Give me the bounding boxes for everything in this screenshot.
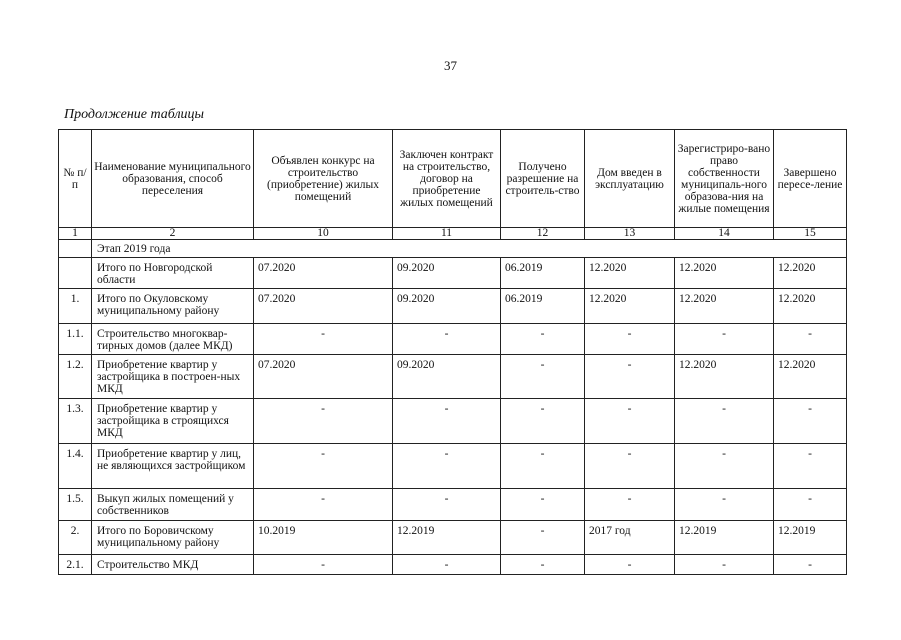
header-cell: Наименование муниципального образования, способ переселения <box>92 130 254 228</box>
header-cell: Получено разрешение на строитель-ство <box>501 130 585 228</box>
permit-date: - <box>501 324 585 355</box>
row-name: Итого по Новгородской области <box>92 258 254 289</box>
contest-date: - <box>254 489 393 521</box>
permit-date: - <box>501 355 585 399</box>
column-number: 12 <box>501 228 585 240</box>
page-number: 37 <box>444 58 457 73</box>
row-number <box>59 258 92 289</box>
column-number: 13 <box>585 228 675 240</box>
row-name: Итого по Окуловскому муниципальному району <box>92 289 254 324</box>
row-name: Выкуп жилых помещений у собственников <box>92 489 254 521</box>
stage-label: Этап 2019 года <box>92 240 847 258</box>
permit-date: - <box>501 521 585 555</box>
contest-date: - <box>254 555 393 575</box>
table-row <box>59 521 847 555</box>
permit-date: - <box>501 399 585 444</box>
commissioning-date: - <box>585 355 675 399</box>
row-number: 2.1. <box>59 555 92 575</box>
row-number: 1.1. <box>59 324 92 355</box>
table-row <box>59 258 847 289</box>
header-row <box>59 130 847 228</box>
commissioning-date: 12.2020 <box>585 289 675 324</box>
contract-date: - <box>393 444 501 489</box>
row-number: 1.3. <box>59 399 92 444</box>
table-row <box>59 489 847 521</box>
row-name: Итого по Боровичскому муниципальному району <box>92 521 254 555</box>
row-name: Строительство МКД <box>92 555 254 575</box>
contest-date: - <box>254 399 393 444</box>
header-cell: Объявлен конкурс на строительство (приобретение) жилых помещений <box>254 130 393 228</box>
contest-date: 10.2019 <box>254 521 393 555</box>
row-name: Приобретение квартир у застройщика в построен-ных МКД <box>92 355 254 399</box>
ownership-date: 12.2019 <box>675 521 774 555</box>
row-name: Приобретение квартир у застройщика в строящихся МКД <box>92 399 254 444</box>
column-number-row <box>59 228 847 240</box>
permit-date: - <box>501 489 585 521</box>
ownership-date: - <box>675 324 774 355</box>
header-cell: Зарегистриро-вано право собственности муниципаль-ного образова-ния на жилые помещения <box>675 130 774 228</box>
resettlement-date: 12.2019 <box>774 521 847 555</box>
table-row <box>59 324 847 355</box>
table-row <box>59 555 847 575</box>
row-name: Приобретение квартир у лиц, не являющихся застройщиком <box>92 444 254 489</box>
commissioning-date: - <box>585 444 675 489</box>
column-number: 1 <box>59 228 92 240</box>
resettlement-date: - <box>774 555 847 575</box>
resettlement-date: - <box>774 489 847 521</box>
permit-date: 06.2019 <box>501 258 585 289</box>
contract-date: - <box>393 555 501 575</box>
row-number: 1.4. <box>59 444 92 489</box>
ownership-date: 12.2020 <box>675 289 774 324</box>
header-cell: Дом введен в эксплуатацию <box>585 130 675 228</box>
ownership-date: 12.2020 <box>675 355 774 399</box>
contract-date: 09.2020 <box>393 289 501 324</box>
commissioning-date: - <box>585 555 675 575</box>
ownership-date: - <box>675 399 774 444</box>
ownership-date: - <box>675 489 774 521</box>
resettlement-date: 12.2020 <box>774 355 847 399</box>
table-row <box>59 399 847 444</box>
column-number: 11 <box>393 228 501 240</box>
column-number: 14 <box>675 228 774 240</box>
ownership-date: 12.2020 <box>675 258 774 289</box>
commissioning-date: - <box>585 399 675 444</box>
row-number: 2. <box>59 521 92 555</box>
permit-date: - <box>501 444 585 489</box>
table-row <box>59 355 847 399</box>
header-cell: № п/п <box>59 130 92 228</box>
stage-row <box>59 240 847 258</box>
row-number: 1. <box>59 289 92 324</box>
contract-date: - <box>393 324 501 355</box>
contract-date: 09.2020 <box>393 258 501 289</box>
contract-date: 09.2020 <box>393 355 501 399</box>
permit-date: 06.2019 <box>501 289 585 324</box>
ownership-date: - <box>675 555 774 575</box>
row-number: 1.5. <box>59 489 92 521</box>
commissioning-date: - <box>585 489 675 521</box>
permit-date: - <box>501 555 585 575</box>
table-row <box>59 289 847 324</box>
commissioning-date: - <box>585 324 675 355</box>
header-cell: Завершено пересе-ление <box>774 130 847 228</box>
header-cell: Заключен контракт на строительство, договор на приобретение жилых помещений <box>393 130 501 228</box>
contest-date: - <box>254 444 393 489</box>
ownership-date: - <box>675 444 774 489</box>
resettlement-date: 12.2020 <box>774 289 847 324</box>
contest-date: 07.2020 <box>254 258 393 289</box>
commissioning-date: 12.2020 <box>585 258 675 289</box>
stage-num-cell <box>59 240 92 258</box>
contract-date: - <box>393 489 501 521</box>
contest-date: 07.2020 <box>254 289 393 324</box>
schedule-table <box>58 129 847 575</box>
table-row <box>59 444 847 489</box>
row-number: 1.2. <box>59 355 92 399</box>
row-name: Строительство многоквар-тирных домов (далее МКД) <box>92 324 254 355</box>
resettlement-date: - <box>774 444 847 489</box>
column-number: 10 <box>254 228 393 240</box>
resettlement-date: - <box>774 324 847 355</box>
contest-date: - <box>254 324 393 355</box>
column-number: 15 <box>774 228 847 240</box>
commissioning-date: 2017 год <box>585 521 675 555</box>
table-caption: Продолжение таблицы <box>64 107 205 122</box>
contract-date: 12.2019 <box>393 521 501 555</box>
resettlement-date: 12.2020 <box>774 258 847 289</box>
contract-date: - <box>393 399 501 444</box>
contest-date: 07.2020 <box>254 355 393 399</box>
column-number: 2 <box>92 228 254 240</box>
resettlement-date: - <box>774 399 847 444</box>
